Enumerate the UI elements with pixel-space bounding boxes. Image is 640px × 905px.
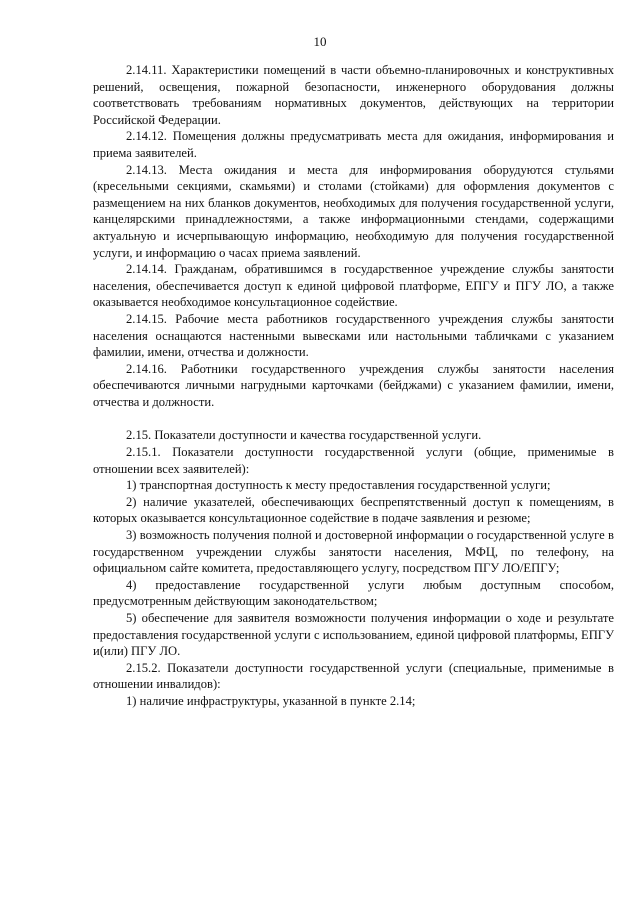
list-item-2: 2) наличие указателей, обеспечивающих беспрепятственный доступ к помещениям, в которых оказывается консультационное содействие в подаче заявления и резюме; [93, 494, 614, 526]
list-item-1: 1) транспортная доступность к месту предоставления государственной услуги; [126, 478, 551, 493]
list-item-special-1: 1) наличие инфраструктуры, указанной в пункте 2.14; [126, 693, 416, 708]
list-item-5: 5) обеспечение для заявителя возможности получения информации о ходе и результате предоставления государственной услуги с использованием, единой цифровой платформы, ЕПГУ и(или) ПГУ ЛО. [93, 611, 614, 659]
paragraph-2-14-13: 2.14.13. Места ожидания и места для информирования оборудуются стульями (кресельными секциями, скамьями) и столами (стойками) для оформления документов с размещением на них бланков документов, необходимых для получения государственной услуги, канцелярскими принадлежностями, а также информационными стендами, содержащими актуальную и исчерпывающую информацию, необходимую для получения государственной услуги, и информацию о часах приема заявлений. [93, 162, 614, 260]
list-item-3: 3) возможность получения полной и достоверной информации о государственной услуге в государственном учреждении службы занятости населения, МФЦ, по телефону, на официальном сайте комитета, предоставляющего услугу, посредством ПГУ ЛО/ЕПГУ; [93, 528, 614, 576]
list-item-4: 4) предоставление государственной услуги любым доступным способом, предусмотренным действующим законодательством; [93, 577, 614, 609]
paragraph-2-14-12: 2.14.12. Помещения должны предусматривать места для ожидания, информирования и приема заявителей. [93, 129, 614, 160]
paragraph-2-14-16: 2.14.16. Работники государственного учреждения службы занятости населения обеспечиваются личными нагрудными карточками (бейджами) с указанием фамилии, имени, отчества и должности. [93, 361, 614, 409]
document-body [93, 62, 614, 710]
paragraph-2-14-11: 2.14.11. Характеристики помещений в части объемно-планировочных и конструктивных решений, освещения, пожарной безопасности, инженерного оборудования должны соответствовать требованиям нормативных документов, действующих на территории Российской Федерации. [93, 63, 614, 127]
page-number: 10 [313, 34, 327, 49]
paragraph-2-14-15: 2.14.15. Рабочие места работников государственного учреждения службы занятости населения оснащаются настенными вывесками или настольными табличками с указанием фамилии, имени, отчества и должности. [93, 311, 614, 360]
section-heading-2-15: 2.15. Показатели доступности и качества государственной услуги. [126, 428, 482, 443]
paragraph-2-15-1: 2.15.1. Показатели доступности государственной услуги (общие, применимые в отношении всех заявителей): [93, 445, 614, 476]
paragraph-2-14-14: 2.14.14. Гражданам, обратившимся в государственное учреждение службы занятости населения, обеспечивается доступ к единой цифровой платформе, ЕПГУ и ПГУ ЛО, а также оказывается необходимое консультационное содействие. [93, 262, 614, 310]
paragraph-2-15-2: 2.15.2. Показатели доступности государственной услуги (специальные, применимые в отношении инвалидов): [93, 660, 614, 692]
